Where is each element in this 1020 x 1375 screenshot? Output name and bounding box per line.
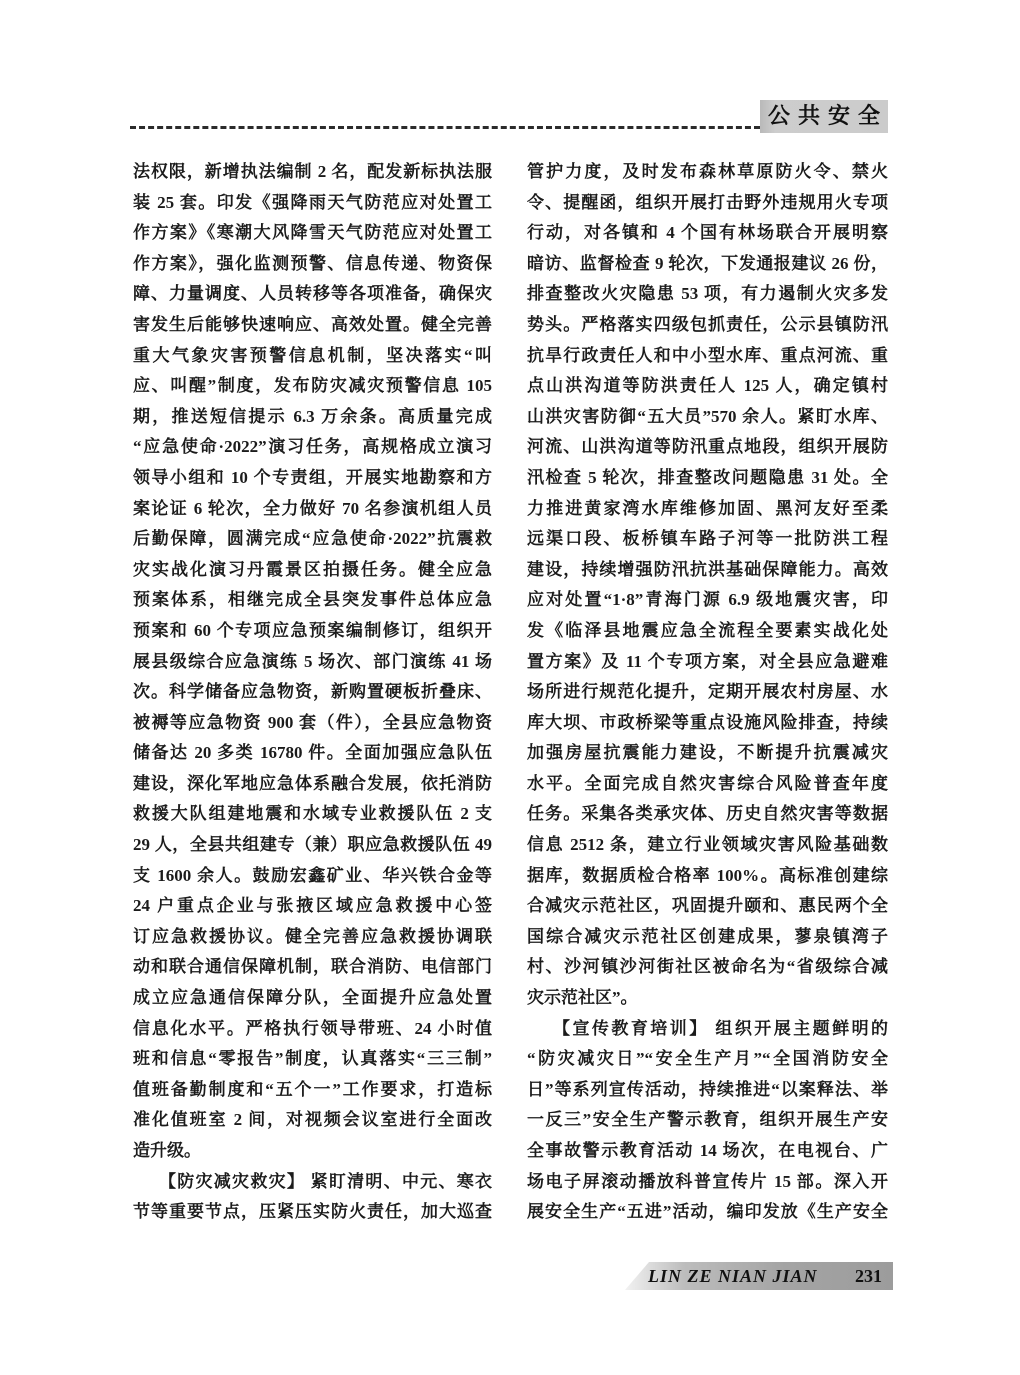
text-line: 重大气象灾害预警信息机制，坚决落实“叫 (133, 345, 492, 365)
text-line: 领导小组和 10 个专责组，开展实地勘察和方 (133, 467, 492, 487)
text-line: 被褥等应急物资 900 套（件），全县应急物资 (133, 712, 492, 732)
text-line: “防灾减灾日”“安全生产月”“全国消防安全 (527, 1049, 888, 1069)
text-line: 建设，持续增强防汛抗洪基础保障能力。高效 (527, 559, 888, 579)
journal-title: LIN ZE NIAN JIAN (648, 1266, 818, 1286)
text-line: 行动，对各镇和 4 个国有林场联合开展明察 (527, 223, 888, 243)
text-line: 信息化水平。严格执行领导带班、24 小时值 (133, 1018, 492, 1038)
text-line: 一反三”安全生产警示教育，组织开展生产安 (527, 1110, 888, 1130)
text-line: 全事故警示教育活动 14 场次，在电视台、广 (527, 1141, 888, 1160)
text-line: 装 25 套。印发《强降雨天气防范应对处置工 (133, 192, 492, 212)
text-line: 场电子屏滚动播放科普宣传片 15 部。深入开 (527, 1171, 888, 1191)
text-line: 案论证 6 轮次，全力做好 70 名参演机组人员 (133, 498, 492, 518)
text-line: 村、沙河镇沙河街社区被命名为“省级综合减 (527, 957, 888, 977)
text-line: 动和联合通信保障机制，联合消防、电信部门 (133, 957, 492, 977)
text-line: 任务。采集各类承灾体、历史自然灾害等数据 (527, 804, 888, 824)
text-line: 作方案》，强化监测预警、信息传递、物资保 (133, 253, 492, 273)
text-line: 信息 2512 条，建立行业领域灾害风险基础数 (527, 835, 888, 855)
text-line: 储备达 20 多类 16780 件。全面加强应急队伍 (133, 743, 492, 763)
text-line: 成立应急通信保障分队，全面提升应急处置 (133, 988, 492, 1008)
text-line: 害发生后能够快速响应、高效处置。健全完善 (133, 314, 492, 334)
text-line: 加强房屋抗震能力建设，不断提升抗震减灾 (527, 743, 888, 763)
text-line: 值班备勤制度和“五个一”工作要求，打造标 (133, 1079, 492, 1099)
text-line: 订应急救援协议。健全完善应急救援协调联 (133, 926, 492, 946)
text-line: 水平。全面完成自然灾害综合风险普查年度 (527, 773, 888, 793)
text-line: 国综合减灾示范社区创建成果，蓼泉镇湾子 (527, 926, 888, 946)
page-number: 231 (855, 1266, 882, 1286)
text-line: 24 户重点企业与张掖区域应急救援中心签 (133, 896, 492, 916)
text-line: 展安全生产“五进”活动，编印发放《生产安全 (527, 1202, 888, 1222)
text-line: 期，推送短信提示 6.3 万余条。高质量完成 (133, 406, 492, 426)
header-dashed-rule (130, 126, 760, 129)
text-line: 法权限，新增执法编制 2 名，配发新标执法服 (133, 162, 492, 181)
text-line: 库大坝、市政桥梁等重点设施风险排查，持续 (527, 712, 888, 732)
text-line: 应对处置“1·8”青海门源 6.9 级地震灾害，印 (527, 590, 888, 610)
text-line: 场所进行规范化提升，定期开展农村房屋、水 (527, 682, 888, 702)
text-line: 汛检查 5 轮次，排查整改问题隐患 31 处。全 (527, 467, 888, 487)
text-line: 点山洪沟道等防洪责任人 125 人，确定镇村 (527, 376, 888, 396)
text-line: 预案体系，相继完成全县突发事件总体应急 (133, 590, 492, 610)
text-line: 次。科学储备应急物资，新购置硬板折叠床、 (133, 682, 492, 702)
text-line: 支 1600 余人。鼓励宏鑫矿业、华兴铁合金等 (133, 865, 492, 885)
text-line: 山洪灾害防御“五大员”570 余人。紧盯水库、 (527, 406, 888, 426)
text-line: 准化值班室 2 间，对视频会议室进行全面改 (133, 1110, 492, 1130)
text-line: 预案和 60 个专项应急预案编制修订，组织开 (133, 620, 492, 640)
text-line: 河流、山洪沟道等防汛重点地段，组织开展防 (527, 437, 888, 457)
text-line: 日”等系列宣传活动，持续推进“以案释法、举 (527, 1079, 888, 1099)
section-heading: 【宣传教育培训】 (553, 1018, 709, 1038)
text-line: 暗访、监督检查 9 轮次，下发通报建议 26 份， (527, 253, 888, 273)
text-line: 障、力量调度、人员转移等各项准备，确保灾 (133, 284, 492, 304)
left-column (133, 157, 492, 1228)
text-line: 节等重要节点，压紧压实防火责任，加大巡查 (133, 1202, 492, 1222)
text-line: 应、叫醒”制度，发布防灾减灾预警信息 105 (133, 376, 492, 396)
text-line: 远渠口段、板桥镇车路子河等一批防洪工程 (527, 529, 888, 549)
text-line: 29 人，全县共组建专（兼）职应急救援队伍 49 (133, 835, 492, 855)
text-line: 后勤保障，圆满完成“应急使命·2022”抗震救 (133, 529, 492, 549)
text-line: 建设，深化军地应急体系融合发展，依托消防 (133, 773, 492, 793)
text-line: 合减灾示范社区，巩固提升颐和、惠民两个全 (527, 896, 888, 916)
text-line: 势头。严格落实四级包抓责任，公示县镇防汛 (527, 314, 888, 334)
text-line: 令、提醒函，组织开展打击野外违规用火专项 (527, 192, 888, 212)
text-line: 力推进黄家湾水库维修加固、黑河友好至柔 (527, 498, 888, 518)
paragraph-text: 紧盯清明、中元、寒衣 (310, 1171, 493, 1191)
paragraph-text: 组织开展主题鲜明的 (715, 1018, 889, 1038)
section-heading: 【防灾减灾救灾】 (159, 1171, 306, 1191)
text-line: 管护力度，及时发布森林草原防火令、禁火 (527, 162, 888, 181)
section-heading-line (527, 1014, 888, 1045)
section-title-tab: 公共安全 (760, 100, 888, 133)
text-line: 救援大队组建地震和水域专业救援队伍 2 支 (133, 804, 492, 824)
paragraph-end-line: 造升级。 (133, 1141, 201, 1160)
section-heading-line (133, 1167, 492, 1198)
text-line: “应急使命·2022”演习任务，高规格成立演习 (133, 437, 492, 457)
paragraph-end-line: 灾示范社区”。 (527, 988, 638, 1008)
text-line: 抗旱行政责任人和中小型水库、重点河流、重 (527, 345, 888, 365)
text-line: 班和信息“零报告”制度，认真落实“三三制” (133, 1049, 492, 1069)
text-line: 置方案》及 11 个专项方案，对全县应急避难 (527, 651, 888, 671)
text-line: 排查整改火灾隐患 53 项，有力遏制火灾多发 (527, 284, 888, 304)
right-column (527, 157, 888, 1228)
text-line: 灾实战化演习丹霞景区拍摄任务。健全应急 (133, 559, 492, 579)
text-line: 作方案》《寒潮大风降雪天气防范应对处置工 (133, 223, 492, 243)
text-line: 据库，数据质检合格率 100%。高标准创建综 (527, 865, 888, 885)
text-line: 发《临泽县地震应急全流程全要素实战化处 (527, 620, 888, 640)
text-line: 展县级综合应急演练 5 场次、部门演练 41 场 (133, 651, 492, 671)
